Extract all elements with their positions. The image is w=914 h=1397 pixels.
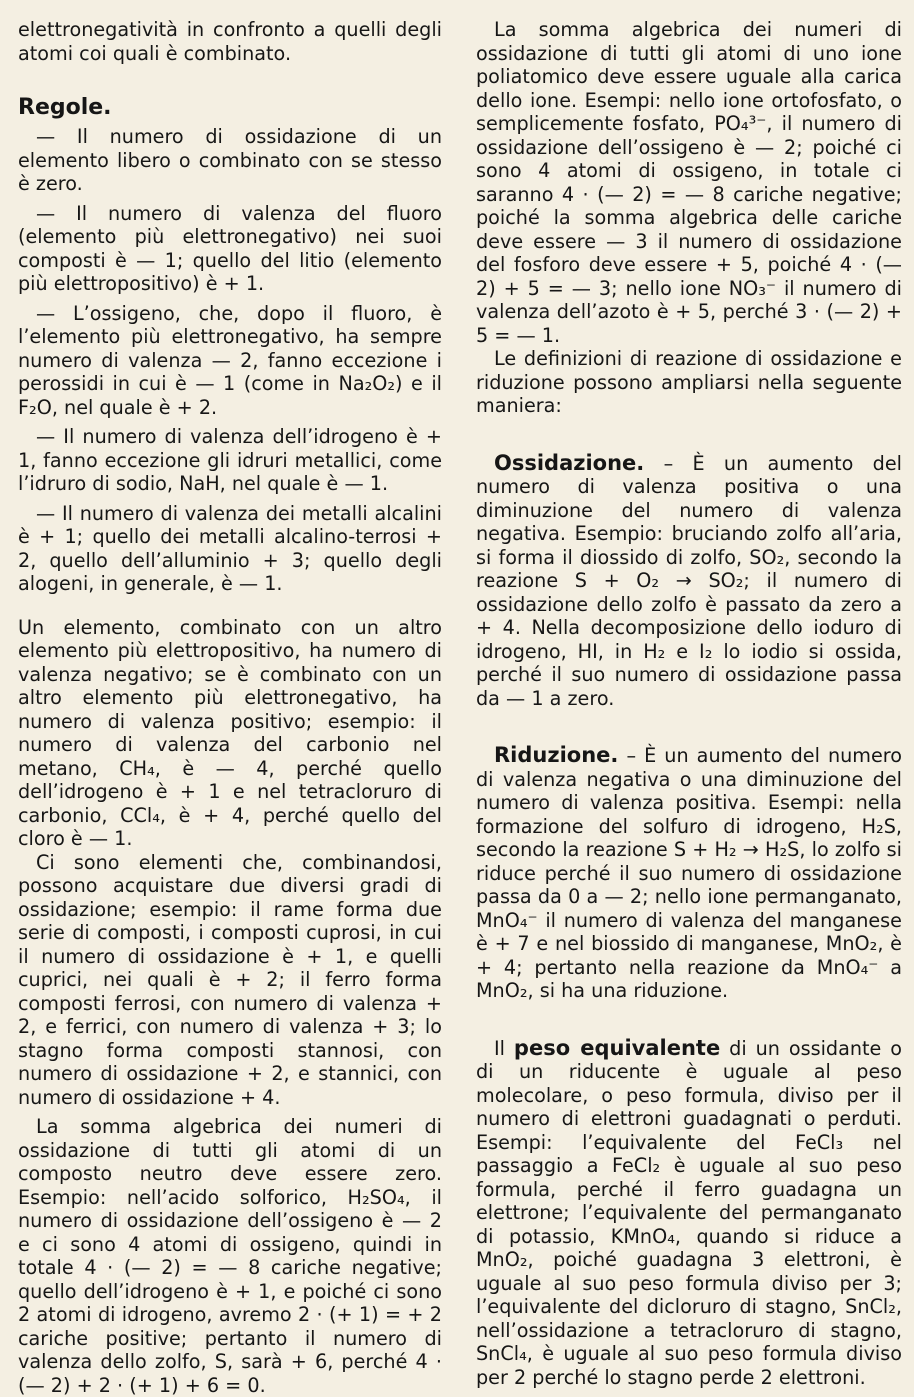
body-paragraph: La somma algebrica dei numeri di ossidazione di tutti gli atomi di uno ione poliatomico deve essere uguale alla carica dello ione. Esempi: nello ione ortofosfato, o semplicemente fosfato, PO₄³⁻, il numero di ossidazione dell’ossigeno è — 2; poiché ci sono 4 atomi di ossigeno, in totale ci saranno 4 · (— 2) = — 8 cariche negative; poiché la somma algebrica delle cariche deve essere — 3 il numero di ossidazione del fosforo deve essere + 5, poiché 4 · (— 2) + 5 = — 3; nello ione NO₃⁻ il numero di valenza dell’azoto è + 5, perché 3 · (— 2) + 5 = — 1. bbox=[476, 18, 902, 347]
ossidazione-paragraph bbox=[476, 452, 902, 711]
ossidazione-definition: – È un aumento del numero di valenza positiva o una diminuzione del numero di valenza negativa. Esempio: bruciando zolfo all’aria, si forma il diossido di zolfo, SO₂, secondo la reazione S + O₂ → SO₂; il numero di ossidazione dello zolfo è passato da zero a + 4. Nella decomposizione dello ioduro di idrogeno, HI, in H₂ e I₂ lo iodio si ossida, perché il suo numero di ossidazione passa da — 1 a zero. bbox=[476, 451, 902, 710]
rules-heading: Regole. bbox=[18, 95, 112, 120]
riduzione-term: Riduzione. bbox=[494, 743, 619, 767]
peso-prefix: Il bbox=[494, 1036, 514, 1060]
peso-equivalente-term: peso equivalente bbox=[513, 1035, 721, 1060]
rule-item: — Il numero di valenza dell’idrogeno è + 1, fanno eccezione gli idruri metallici, come l’idruro di sodio, NaH, nel quale è — 1. bbox=[18, 425, 442, 495]
rule-item: — Il numero di valenza del fluoro (elemento più elettronegativo) nei suoi composti è — 1; quello del litio (elemento più elettropositivo) è + 1. bbox=[18, 201, 442, 295]
body-paragraph: La somma algebrica dei numeri di ossidazione di tutti gli atomi di un composto neutro deve essere zero. Esempio: nell’acido solforico, H₂SO₄, il numero di ossidazione dell’ossigeno è — 2 e ci sono 4 atomi di ossigeno, quindi in totale 4 · (— 2) = — 8 cariche negative; quello dell’idrogeno è + 1, e poiché ci sono 2 atomi di idrogeno, avremo 2 · (+ 1) = + 2 cariche positive; pertanto il numero di valenza dello zolfo, S, sarà + 6, perché 4 · (— 2) + 2 · (+ 1) + 6 = 0. bbox=[18, 1115, 442, 1397]
body-paragraph: Le definizioni di reazione di ossidazione e riduzione possono ampliarsi nella seguente maniera: bbox=[476, 347, 902, 417]
riduzione-definition: – È un aumento del numero di valenza negativa o una diminuzione del numero di valenza positiva. Esempi: nella formazione del solfuro di idrogeno, H₂S, secondo la reazione S + H₂ → H₂S, lo zolfo si riduce perché il suo numero di ossidazione passa da 0 a — 2; nello ione permanganato, MnO₄⁻ il numero di valenza del manganese è + 7 e nel biossido di manganese, MnO₂, è + 4; pertanto nella reazione da MnO₄⁻ a MnO₂, si ha una riduzione. bbox=[476, 744, 902, 1002]
rule-item: — L’ossigeno, che, dopo il fluoro, è l’elemento più elettronegativo, ha sempre numero di valenza — 2, fanno eccezione i perossidi in cui è — 1 (come in Na₂O₂) e il F₂O, nel quale è + 2. bbox=[18, 301, 442, 419]
rule-item: — Il numero di ossidazione di un elemento libero o combinato con se stesso è zero. bbox=[18, 125, 442, 195]
rule-item: — Il numero di valenza dei metalli alcalini è + 1; quello dei metalli alcalino-terrosi + 2, quello dell’alluminio + 3; quello degli alogeni, in generale, è — 1. bbox=[18, 501, 442, 595]
right-column bbox=[476, 18, 902, 1389]
peso-equivalente-definition: di un ossidante o di un riducente è uguale al peso molecolare, o peso formula, diviso per il numero di elettroni guadagnati o perduti. Esempi: l’equivalente del FeCl₃ nel passaggio a FeCl₂ è uguale al suo peso formula, perché il ferro guadagna un elettrone; l’equivalente del permanganato di potassio, KMnO₄, quando si riduce a MnO₂, poiché guadagna 3 elettroni, è uguale al suo peso formula diviso per 3; l’equivalente del dicloruro di stagno, SnCl₂, nell’ossidazione a tetracloruro di stagno, SnCl₄, è uguale al suo peso formula diviso per 2 perché lo stagno perde 2 elettroni. bbox=[476, 1036, 902, 1389]
intro-paragraph: elettronegatività in confronto a quelli degli atomi coi quali è combinato. bbox=[18, 18, 442, 65]
body-paragraph: Un elemento, combinato con un altro elemento più elettropositivo, ha numero di valenza negativo; se è combinato con un altro elemento più elettronegativo, ha numero di valenza positivo; esempio: il numero di valenza del carbonio nel metano, CH₄, è — 4, perché quello dell’idrogeno è + 1 e nel tetracloruro di carbonio, CCl₄, è + 4, perché quello del cloro è — 1. bbox=[18, 615, 442, 850]
body-paragraph: Ci sono elementi che, combinandosi, possono acquistare due diversi gradi di ossidazione; esempio: il rame forma due serie di composti, i composti cuprosi, in cui il numero di ossidazione è + 1, e quelli cuprici, nei quali è + 2; il ferro forma composti ferrosi, con numero di valenza + 2, e ferrici, con numero di valenza + 3; lo stagno forma composti stannosi, con numero di ossidazione + 2, e stannici, con numero di ossidazione + 4. bbox=[18, 850, 442, 1109]
peso-equivalente-paragraph bbox=[476, 1037, 902, 1390]
ossidazione-term: Ossidazione. bbox=[494, 450, 645, 475]
riduzione-paragraph bbox=[476, 744, 902, 1003]
left-column bbox=[18, 18, 442, 1397]
